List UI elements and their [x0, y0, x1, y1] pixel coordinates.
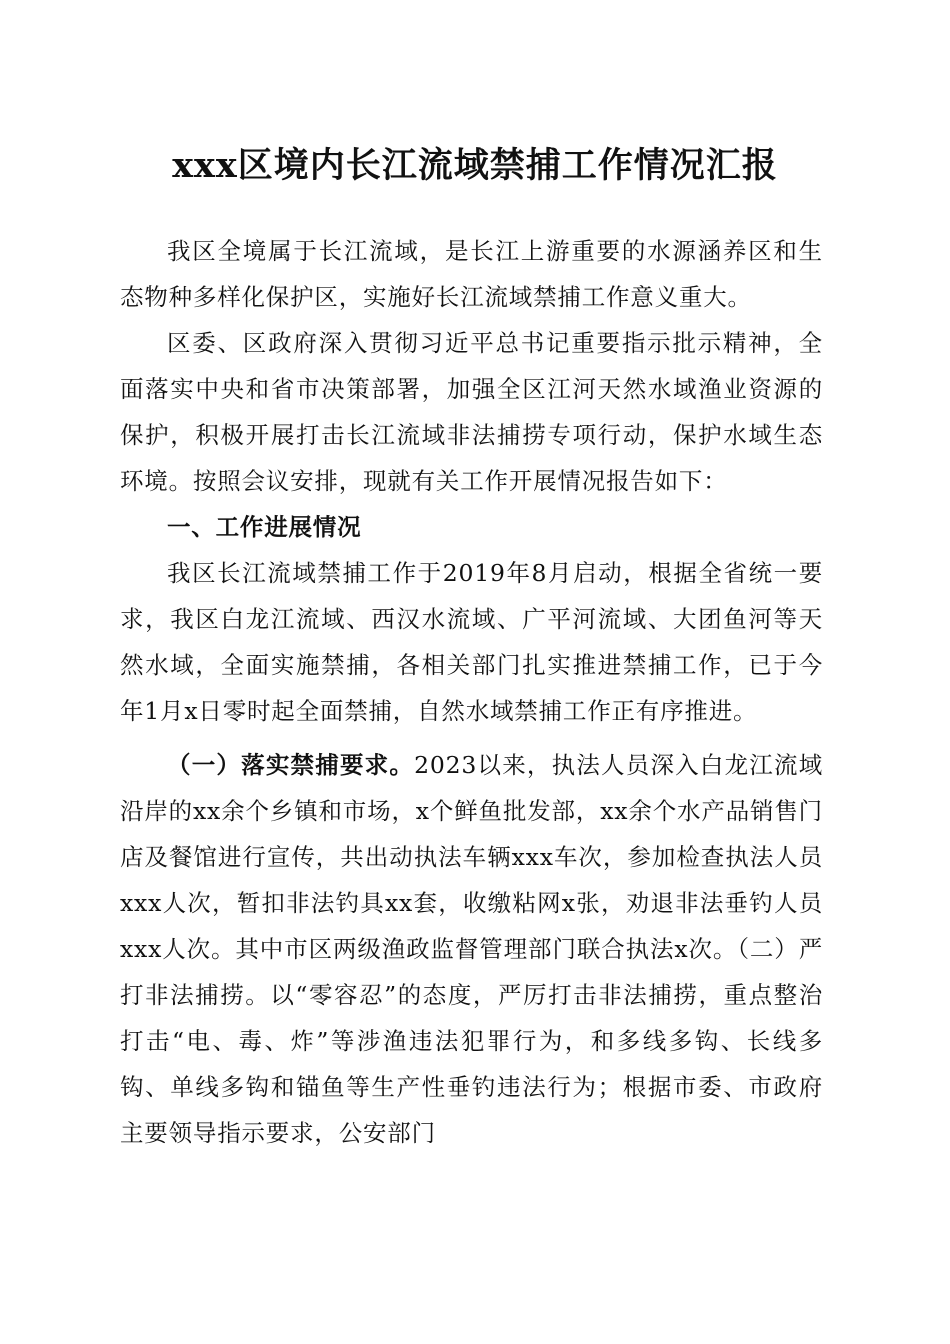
section-heading-progress: 一、工作进展情况: [167, 513, 362, 541]
intro-paragraph-1: 我区全境属于长江流域，是长江上游重要的水源涵养区和生态物种多样化保护区，实施好长江流域禁捕工作意义重大。: [120, 237, 823, 311]
subsection-paragraph: [120, 742, 823, 1156]
subsection-text: 2023以来，执法人员深入白龙江流域沿岸的xx余个乡镇和市场，x个鲜鱼批发部，xx余个水产品销售门店及餐馆进行宣传，共出动执法车辆xxx车次，参加检查执法人员xxx人次，暂扣非法钓具xx套，收缴粘网x张，劝退非法垂钓人员xxx人次。其中市区两级渔政监督管理部门联合执法x次。（二）严打非法捕捞。以“零容忍”的态度，严厉打击非法捕捞，重点整治打击“电、毒、炸”等涉渔违法犯罪行为，和多线多钩、长线多钩、单线多钩和锚鱼等生产性垂钓违法行为；根据市委、市政府主要领导指示要求，公安部门: [120, 751, 823, 1147]
paragraph-spacer: [120, 734, 823, 742]
intro-paragraph-2: 区委、区政府深入贯彻习近平总书记重要指示批示精神，全面落实中央和省市决策部署，加强全区江河天然水域渔业资源的保护，积极开展打击长江流域非法捕捞专项行动，保护水域生态环境。按照会议安排，现就有关工作开展情况报告如下：: [120, 329, 823, 495]
section-paragraph: 我区长江流域禁捕工作于2019年8月启动，根据全省统一要求，我区白龙江流域、西汉水流域、广平河流域、大团鱼河等天然水域，全面实施禁捕，各相关部门扎实推进禁捕工作，已于今年1月x日零时起全面禁捕，自然水域禁捕工作正有序推进。: [120, 559, 823, 725]
document-title: xxx区境内长江流域禁捕工作情况汇报: [172, 145, 778, 186]
subsection-lead: （一）落实禁捕要求。: [167, 751, 415, 779]
document-body: [120, 228, 823, 1156]
